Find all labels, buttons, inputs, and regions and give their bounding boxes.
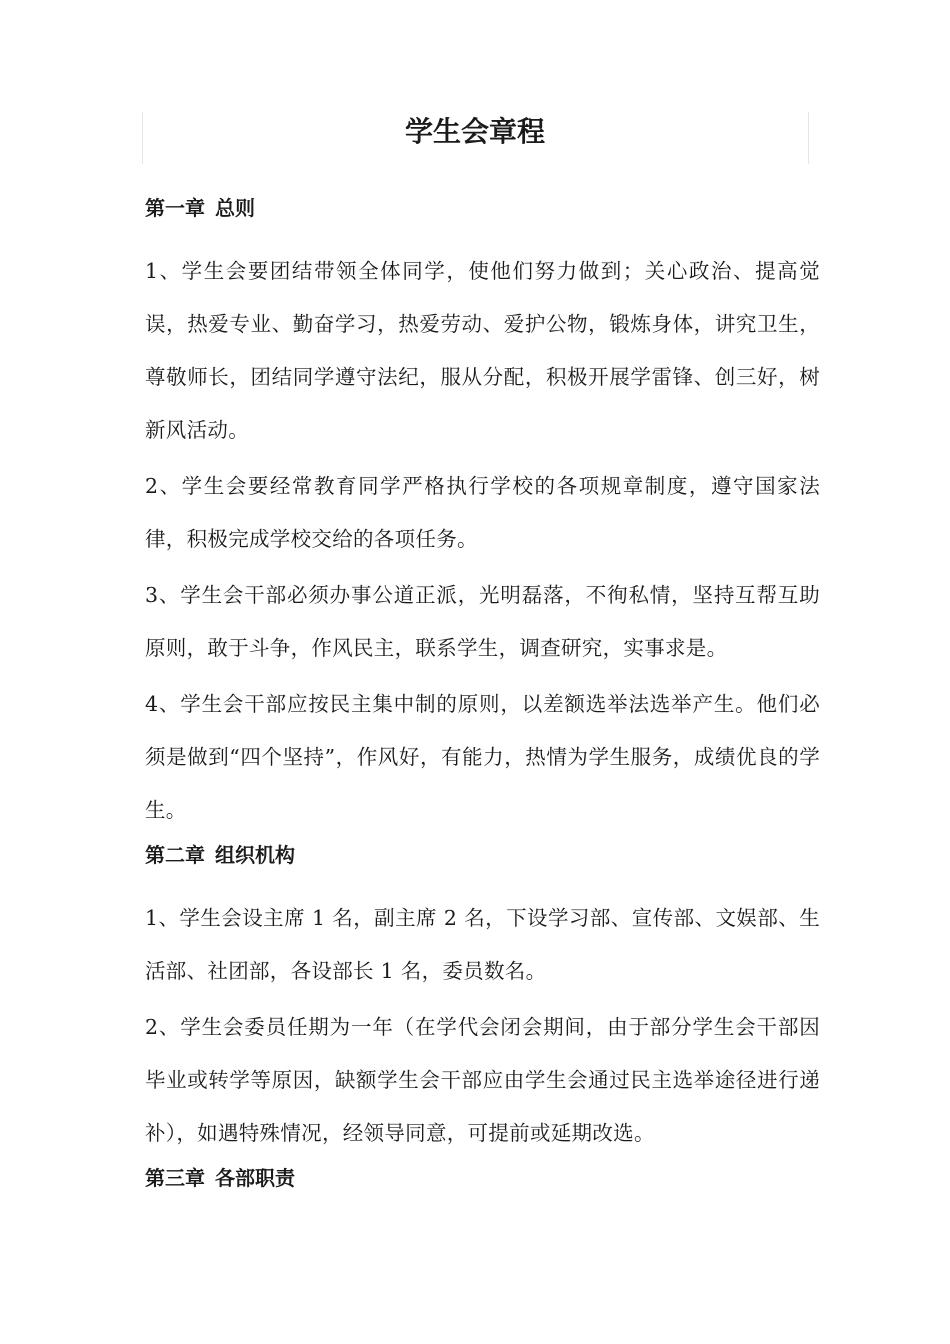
paragraph: 3、学生会干部必须办事公道正派，光明磊落，不徇私情，坚持互帮互助原则，敢于斗争，作风民主，联系学生，调查研究，实事求是。 — [145, 583, 820, 660]
chapter-label: 第一章 — [145, 196, 205, 220]
chapter-heading — [145, 193, 820, 223]
chapter-heading — [145, 1163, 820, 1193]
paragraph: 4、学生会干部应按民主集中制的原则，以差额选举法选举产生。他们必须是做到“四个坚持”，作风好，有能力，热情为学生服务，成绩优良的学生。 — [145, 692, 820, 822]
paragraph: 1、学生会要团结带领全体同学，使他们努力做到；关心政治、提高觉误，热爱专业、勤奋学习，热爱劳动、爱护公物，锻炼身体，讲究卫生，尊敬师长，团结同学遵守法纪，服从分配，积极开展学雷锋、创三好，树新风活动。 — [145, 259, 820, 442]
chapter-3 — [145, 1163, 820, 1193]
chapter-heading — [145, 840, 820, 870]
chapter-name: 组织机构 — [215, 843, 295, 867]
document-body — [145, 193, 820, 1215]
chapter-name: 总则 — [215, 196, 255, 220]
paragraph: 2、学生会要经常教育同学严格执行学校的各项规章制度，遵守国家法律，积极完成学校交给的各项任务。 — [145, 474, 820, 551]
document-title: 学生会章程 — [404, 115, 545, 148]
chapter-label: 第二章 — [145, 843, 205, 867]
chapter-label: 第三章 — [145, 1166, 205, 1190]
paragraph: 1、学生会设主席 1 名，副主席 2 名，下设学习部、宣传部、文娱部、生活部、社团部，各设部长 1 名，委员数名。 — [145, 906, 820, 983]
header-rule-right — [808, 112, 809, 164]
chapter-2 — [145, 840, 820, 1160]
paragraph: 2、学生会委员任期为一年（在学代会闭会期间，由于部分学生会干部因毕业或转学等原因，缺额学生会干部应由学生会通过民主选举途径进行递补），如遇特殊情况，经领导同意，可提前或延期改选。 — [145, 1015, 820, 1145]
chapter-name: 各部职责 — [215, 1166, 295, 1190]
chapter-1 — [145, 193, 820, 837]
